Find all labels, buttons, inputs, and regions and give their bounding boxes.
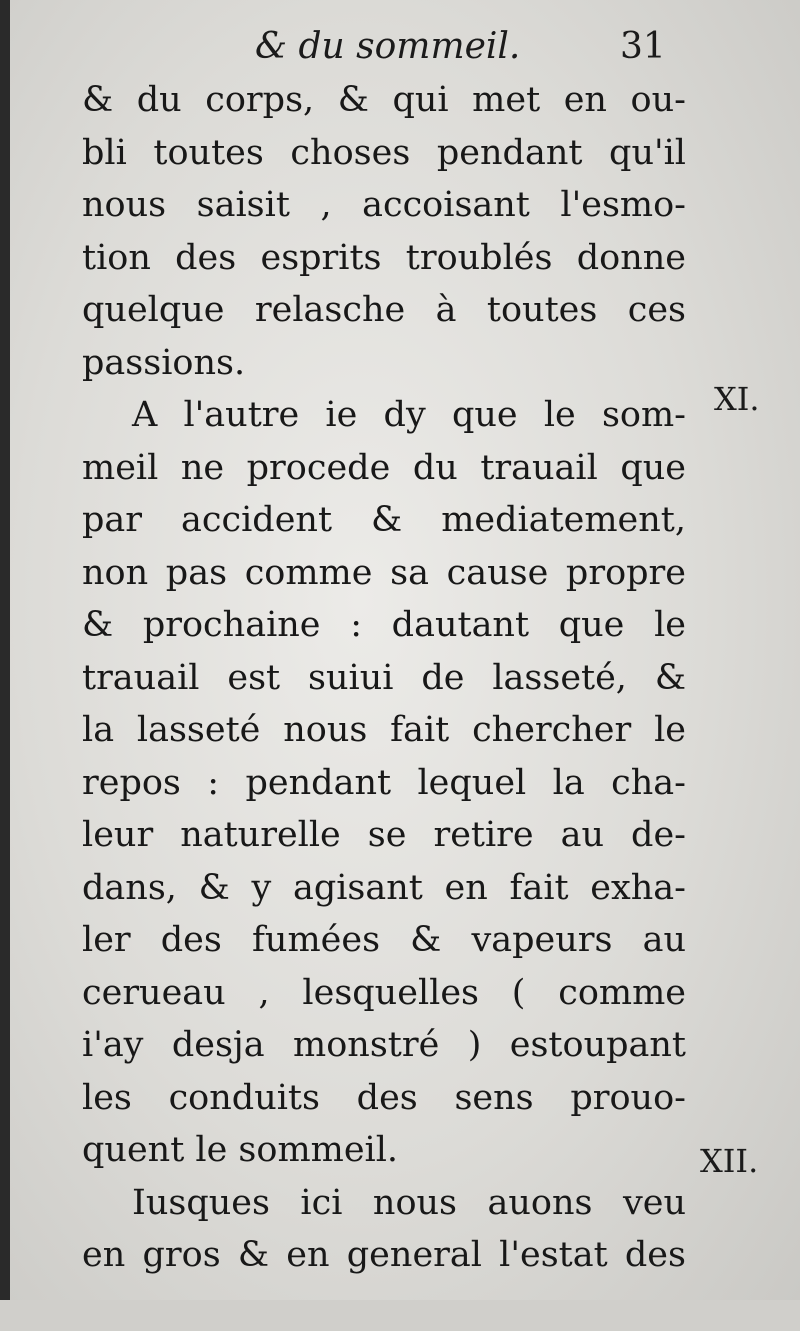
text-line: nous saisit , accoisant l'esmo- — [82, 185, 686, 225]
text-line: cerueau , lesquelles ( comme — [82, 972, 686, 1013]
page-number: 31 — [620, 26, 666, 67]
text-line: passions. — [82, 342, 246, 383]
text-line: les conduits des sens prouo- — [82, 1077, 686, 1118]
page-gutter-shadow — [0, 0, 10, 1331]
text-line: la lasseté nous fait chercher le — [82, 710, 686, 750]
text-line: quent le sommeil. — [82, 1130, 399, 1170]
text-line: tion des esprits troublés donne — [82, 237, 686, 278]
text-line: quelque relasche à toutes ces — [82, 290, 686, 330]
marginal-note-xi: XI. — [714, 380, 760, 418]
text-line: ler des fumées & vapeurs au — [82, 920, 686, 960]
text-line: & du corps, & qui met en ou- — [82, 80, 686, 120]
text-line: Iusques ici nous auons veu — [132, 1182, 686, 1223]
text-line: A l'autre ie dy que le som- — [132, 395, 686, 435]
text-line: leur naturelle se retire au de- — [82, 815, 686, 855]
text-line: repos : pendant lequel la cha- — [82, 762, 686, 803]
page-bottom-margin — [0, 1300, 800, 1331]
body-text — [82, 74, 686, 1282]
text-line: non pas comme sa cause propre — [82, 552, 686, 593]
text-line: en gros & en general l'estat des — [82, 1235, 686, 1275]
marginal-note-xii: XII. — [700, 1142, 759, 1180]
text-line: & prochaine : dautant que le — [82, 605, 686, 645]
running-title: & du sommeil. — [255, 26, 521, 67]
text-line: dans, & y agisant en fait exha- — [82, 867, 686, 908]
text-line: bli toutes choses pendant qu'il — [82, 132, 686, 173]
text-line: trauail est suiui de lasseté, & — [82, 657, 686, 698]
page-header — [0, 18, 800, 78]
text-line: par accident & mediatement, — [82, 500, 686, 540]
text-line: i'ay desja monstré ) estoupant — [82, 1025, 686, 1065]
text-line: meil ne procede du trauail que — [82, 447, 686, 488]
